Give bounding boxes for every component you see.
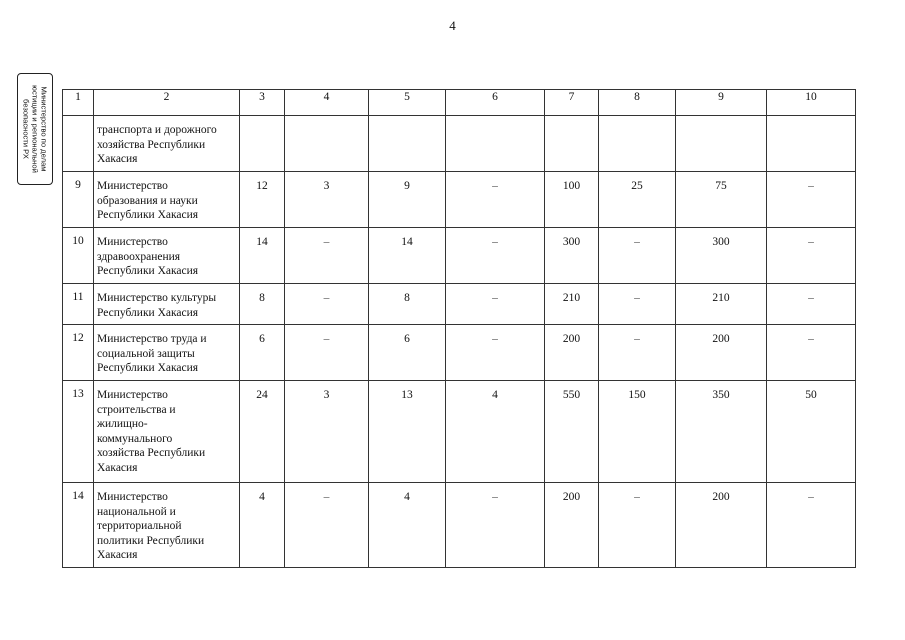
value-cell-col-10: – xyxy=(767,172,856,228)
column-header: 5 xyxy=(369,90,446,116)
value-cell-col-7 xyxy=(545,116,599,172)
value-cell-col-10 xyxy=(767,116,856,172)
value-cell-col-8: – xyxy=(599,483,676,568)
value-cell-col-6: – xyxy=(446,483,545,568)
value-cell-col-5: 9 xyxy=(369,172,446,228)
value-cell-col-4: – xyxy=(285,483,369,568)
ministry-name-line: политики Республики xyxy=(97,534,205,547)
value-cell-col-3: 14 xyxy=(240,228,285,284)
value-cell-col-9: 210 xyxy=(676,284,767,325)
value-cell-col-8: – xyxy=(599,228,676,284)
value-cell-col-4: 3 xyxy=(285,381,369,483)
row-number: 13 xyxy=(63,381,94,483)
row-number xyxy=(63,116,94,172)
value-cell-col-9: 200 xyxy=(676,483,767,568)
value-cell-col-3: 12 xyxy=(240,172,285,228)
ministry-name-line: Хакасия xyxy=(97,153,138,165)
page-number: 4 xyxy=(449,18,456,33)
value-cell-col-7: 200 xyxy=(545,483,599,568)
ministry-name-line: Хакасия xyxy=(97,549,138,561)
table-row xyxy=(63,284,856,325)
column-header: 10 xyxy=(767,90,856,116)
value-cell-col-6: 4 xyxy=(446,381,545,483)
row-number: 11 xyxy=(63,284,94,325)
row-number: 14 xyxy=(63,483,94,568)
value-cell-col-3: 24 xyxy=(240,381,285,483)
value-cell-col-6: – xyxy=(446,228,545,284)
value-cell-col-7: 210 xyxy=(545,284,599,325)
value-cell-col-7: 200 xyxy=(545,325,599,381)
ministry-name-line: Республики Хакасия xyxy=(97,362,199,374)
value-cell-col-6: – xyxy=(446,325,545,381)
ministry-name-line: строительства и xyxy=(97,403,176,416)
ministry-name-cell xyxy=(94,172,240,228)
value-cell-col-9 xyxy=(676,116,767,172)
value-cell-col-3: 6 xyxy=(240,325,285,381)
column-header: 2 xyxy=(94,90,240,116)
table-row xyxy=(63,228,856,284)
value-cell-col-4: – xyxy=(285,284,369,325)
row-number: 12 xyxy=(63,325,94,381)
value-cell-col-7: 300 xyxy=(545,228,599,284)
value-cell-col-10: – xyxy=(767,325,856,381)
ministry-name-cell xyxy=(94,116,240,172)
value-cell-col-6 xyxy=(446,116,545,172)
value-cell-col-8: 150 xyxy=(599,381,676,483)
ministry-name-cell xyxy=(94,483,240,568)
ministry-name-line: Министерство труда и xyxy=(97,333,207,345)
value-cell-col-7: 100 xyxy=(545,172,599,228)
table-row xyxy=(63,172,856,228)
stamp-text xyxy=(22,75,49,183)
value-cell-col-6: – xyxy=(446,172,545,228)
row-number: 9 xyxy=(63,172,94,228)
registration-stamp xyxy=(17,73,53,185)
header-row xyxy=(63,90,856,116)
ministry-name-line: коммунального xyxy=(97,432,173,445)
ministry-name-line: Министерство xyxy=(97,491,168,503)
ministry-name-cell xyxy=(94,381,240,483)
value-cell-col-8: 25 xyxy=(599,172,676,228)
ministry-name-cell xyxy=(94,228,240,284)
stamp-line: Министерство по делам xyxy=(39,86,49,172)
value-cell-col-8: – xyxy=(599,284,676,325)
ministry-name-line: Республики Хакасия xyxy=(97,209,199,221)
ministry-name-line: образования и науки xyxy=(97,194,198,207)
value-cell-col-9: 200 xyxy=(676,325,767,381)
table-row xyxy=(63,116,856,172)
value-cell-col-5: 6 xyxy=(369,325,446,381)
table-row xyxy=(63,483,856,568)
value-cell-col-5: 4 xyxy=(369,483,446,568)
value-cell-col-9: 350 xyxy=(676,381,767,483)
column-header: 8 xyxy=(599,90,676,116)
table-row xyxy=(63,381,856,483)
value-cell-col-4: – xyxy=(285,228,369,284)
ministry-name-line: транспорта и дорожного xyxy=(97,124,217,136)
ministry-name-cell xyxy=(94,325,240,381)
stamp-line: юстиции и региональной xyxy=(30,85,40,173)
ministry-name-line: жилищно- xyxy=(97,418,148,430)
column-header: 4 xyxy=(285,90,369,116)
value-cell-col-10: – xyxy=(767,228,856,284)
data-table xyxy=(62,89,856,568)
value-cell-col-9: 300 xyxy=(676,228,767,284)
ministry-name-line: Республики Хакасия xyxy=(97,306,199,319)
value-cell-col-4: 3 xyxy=(285,172,369,228)
column-header: 7 xyxy=(545,90,599,116)
value-cell-col-3: 8 xyxy=(240,284,285,325)
stamp-line: безопасности РХ xyxy=(21,99,31,159)
ministry-name-line: Министерство xyxy=(97,389,168,401)
row-number: 10 xyxy=(63,228,94,284)
value-cell-col-10: – xyxy=(767,483,856,568)
column-header: 6 xyxy=(446,90,545,116)
ministry-name-line: национальной и xyxy=(97,505,176,518)
value-cell-col-9: 75 xyxy=(676,172,767,228)
value-cell-col-4: – xyxy=(285,325,369,381)
value-cell-col-5 xyxy=(369,116,446,172)
value-cell-col-5: 14 xyxy=(369,228,446,284)
value-cell-col-10: – xyxy=(767,284,856,325)
table-row xyxy=(63,325,856,381)
ministry-name-line: хозяйства Республики xyxy=(97,138,206,151)
value-cell-col-7: 550 xyxy=(545,381,599,483)
value-cell-col-6: – xyxy=(446,284,545,325)
ministry-name-line: Хакасия xyxy=(97,461,138,474)
value-cell-col-8 xyxy=(599,116,676,172)
value-cell-col-10: 50 xyxy=(767,381,856,483)
ministry-name-line: здравоохранения xyxy=(97,250,181,263)
column-header: 9 xyxy=(676,90,767,116)
ministry-name-line: Республики Хакасия xyxy=(97,265,199,277)
value-cell-col-8: – xyxy=(599,325,676,381)
ministry-name-line: Министерство культуры xyxy=(97,292,217,304)
value-cell-col-3 xyxy=(240,116,285,172)
ministry-name-cell xyxy=(94,284,240,325)
ministry-name-line: социальной защиты xyxy=(97,347,195,360)
value-cell-col-4 xyxy=(285,116,369,172)
value-cell-col-3: 4 xyxy=(240,483,285,568)
column-header: 1 xyxy=(63,90,94,116)
column-header: 3 xyxy=(240,90,285,116)
ministry-name-line: хозяйства Республики xyxy=(97,447,206,459)
ministry-name-line: территориальной xyxy=(97,520,182,532)
value-cell-col-5: 8 xyxy=(369,284,446,325)
ministry-name-line: Министерство xyxy=(97,236,168,248)
value-cell-col-5: 13 xyxy=(369,381,446,483)
ministry-name-line: Министерство xyxy=(97,180,168,192)
